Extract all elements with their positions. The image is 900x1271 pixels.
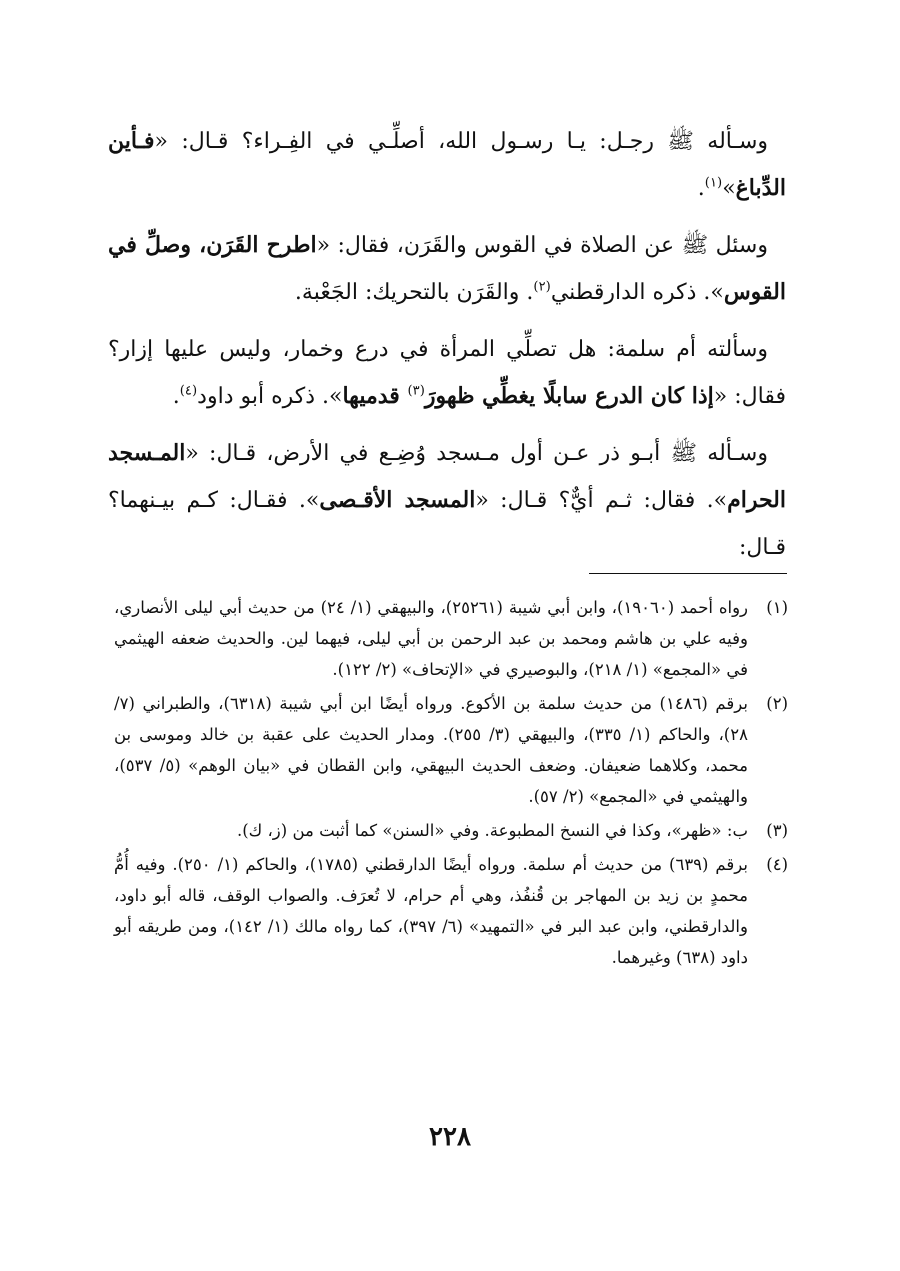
footnote-1 — [114, 592, 788, 685]
footnote-ref-1: (١) — [704, 175, 723, 191]
footnote-ref-4: (٤) — [179, 383, 198, 399]
footnote-number: (٢) — [766, 694, 788, 713]
hadith-quote: المـسجد الحرام — [108, 440, 786, 513]
footnote-ref-3: (٣) — [407, 383, 425, 399]
footnote-4 — [114, 849, 788, 973]
text-run: وسألته أم سلمة: هل تصلِّي المرأة في درع وخمار، وليس عليها إزار؟ فقال: « — [108, 337, 786, 409]
page-number: ٢٢٨ — [429, 1122, 471, 1152]
text-run: . — [172, 384, 180, 409]
text-run: » — [722, 176, 736, 201]
hadith-quote: إذا كان الدرع سابلًا يغطِّي ظهورَ — [424, 383, 714, 409]
paragraph-2 — [108, 222, 786, 316]
text-run: ». فقـال: كـم بيـنهما؟ قـال: — [108, 488, 786, 560]
paragraph-4 — [108, 430, 786, 571]
footnote-text: ب: «ظهر»، وكذا في النسخ المطبوعة. وفي «السنن» كما أثبت من (ز، ك). — [236, 821, 748, 840]
hadith-quote: قدميها — [342, 383, 408, 409]
hadith-quote: المسجد الأقـصى — [319, 487, 476, 513]
text-run: وسـأله ﷺ أبـو ذر عـن أول مـسجد وُضِـع في الأرض، قـال: « — [185, 441, 768, 466]
text-run: ». ذكره أبو داود — [197, 384, 343, 409]
footnotes — [114, 592, 788, 976]
footnote-2 — [114, 688, 788, 812]
footnote-number: (١) — [766, 598, 788, 617]
footnote-number: (٣) — [766, 821, 788, 840]
footnote-divider — [589, 573, 787, 574]
text-run: . والقَرَن بالتحريك: الجَعْبة. — [294, 280, 534, 305]
footnote-ref-2: (٢) — [533, 279, 551, 295]
footnote-number: (٤) — [766, 855, 788, 874]
text-run: ». فقال: ثـم أيٌّ؟ قـال: « — [475, 488, 728, 513]
text-run: ». ذكره الدارقطني — [550, 280, 724, 305]
hadith-quote: فـأين الدِّباغ — [108, 128, 786, 201]
paragraph-1 — [108, 118, 786, 212]
paragraph-3 — [108, 326, 786, 420]
footnote-text: برقم (٦٣٩) من حديث أم سلمة. ورواه أيضًا الدارقطني (١٧٨٥)، والحاكم (١/ ٢٥٠). وفيه أُمُّ محمدٍ بن زيد بن المهاجر بن قُنفُذ، وهي أم حرام، لا تُعرَف. والصواب الوقف، قاله أبو داود، والدارقطني، وابن عبد البر في «التمهيد» (٦/ ٣٩٧)، كما رواه مالك (١/ ١٤٢)، ومن طريقه أبو داود (٦٣٨) وغيرهما. — [114, 855, 748, 967]
text-run: وسـأله ﷺ رجـل: يـا رسـول الله، أصلِّـي في الفِـراء؟ قـال: « — [154, 129, 768, 154]
text-run: . — [697, 176, 705, 201]
main-text — [108, 118, 786, 581]
text-run: وسئل ﷺ عن الصلاة في القوس والقَرَن، فقال: « — [316, 233, 768, 258]
hadith-quote: اطرح القَرَن، وصلِّ في القوس — [108, 232, 786, 305]
footnote-text: رواه أحمد (١٩٠٦٠)، وابن أبي شيبة (٢٥٢٦١)، والبيهقي (١/ ٢٤) من حديث أبي ليلى الأنصاري، وفيه علي بن هاشم ومحمد بن عبد الرحمن بن أبي ليلى، فيهما لين. والحديث ضعفه الهيثمي في «المجمع» (١/ ٢١٨)، والبوصيري في «الإتحاف» (٢/ ١٢٢). — [114, 598, 749, 679]
footnote-text: برقم (١٤٨٦) من حديث سلمة بن الأكوع. ورواه أيضًا ابن أبي شيبة (٦٣١٨)، والطبراني (٧/ ٢٨)، والحاكم (١/ ٣٣٥)، والبيهقي (٣/ ٢٥٥). ومدار الحديث على عقبة بن خالد وموسى بن محمد، وكلاهما ضعيفان. وضعف الحديث البيهقي، وابن القطان في «بيان الوهم» (٥/ ٥٣٧)، والهيثمي في «المجمع» (٢/ ٥٧). — [114, 694, 748, 806]
footnote-3 — [114, 815, 788, 846]
